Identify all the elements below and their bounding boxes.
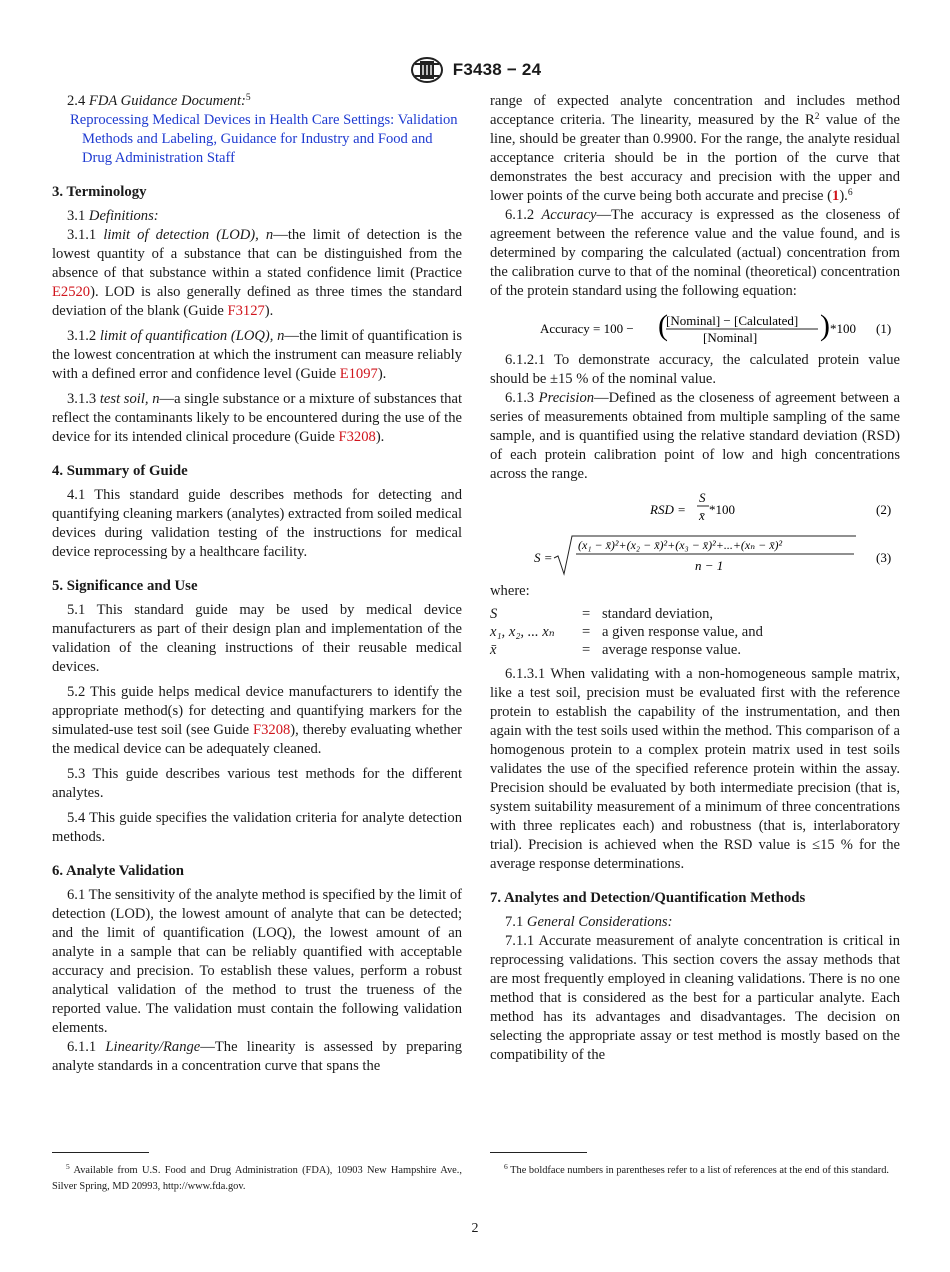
equation-3 [490,532,900,582]
section-3-1: 3.1 Definitions: [67,208,159,224]
section-6-1-3: 6.1.3 Precision—Defined as the closeness of agreement between a series of measurements obtained from multiple sampling of the same sample, and is quantified using the relative standard deviation (RSD) of each protein calibration point of low and high concentrations across the range. [490,390,900,482]
ref-e2520-link[interactable]: E2520 [52,284,91,300]
section-6-1-2: 6.1.2 Accuracy—The accuracy is expressed as the closeness of agreement between the reference value and the value found, and is determined by comparing the calculated (actual) concentration from the calibration curve to that of the nominal (theoretical) concentration of the protein standard using the following equation: [490,207,900,299]
equation-2-graphic [490,490,900,530]
section-6-1-1: 6.1.1 Linearity/Range—The linearity is assessed by preparing analyte standards in a concentration curve that spans the [52,1039,463,1074]
svg-text:(x₁ − x̄)²+(x₂ − x̄)²+(x₃ − x̄: (x₁ − x̄)²+(x₂ − x̄)²+(x₃ − x̄)²+...+(xₙ − x̄)² [578,538,783,552]
svg-text:(: ( [658,309,668,342]
heading-significance: 5. Significance and Use [52,578,198,594]
section-5-3: 5.3 This guide describes various test methods for the different analytes. [52,766,462,801]
section-5-4: 5.4 This guide specifies the validation criteria for analyte detection methods. [52,810,462,845]
svg-text:S =: S = [534,550,553,565]
definition-row: x̄ = average response value. [490,642,741,658]
section-3-1-3: 3.1.3 test soil, n—a single substance or a mixture of substances that reflect the contaminants likely to be encountered during the use of the device for its intended clinical procedure (Guide F3208). [52,391,462,445]
footnote-6: $^6$ The boldface numbers in parentheses refer to a list of references at the end of this standard. [504,1162,889,1176]
svg-text:(3): (3) [876,550,892,565]
footnote-rule-right [490,1152,587,1153]
section-7-1: 7.1 General Considerations: [505,914,673,930]
heading-summary: 4. Summary of Guide [52,463,188,479]
right-column [490,92,900,1065]
svg-text:*100: *100 [830,321,856,336]
left-column [52,92,462,1076]
page-header [0,57,950,83]
equation-1-graphic [490,305,900,351]
section-3-1-1: 3.1.1 limit of detection (LOD), n—the limit of detection is the lowest quantity of a substance that can be distinguished from the absence of that substance within a stated confidence limit (Practice E2520). LOD is also generally defined as three times the standard deviation of the blank (Guide F3127). [52,227,462,319]
section-4-1: 4.1 This standard guide describes methods for detecting and quantifying cleaning markers (analytes) extracted from soiled medical devices during validation testing of the instructions for medical device reprocessing by a healthcare facility. [52,487,462,560]
section-6-1-3-1: 6.1.3.1 When validating with a non-homogeneous sample matrix, like a test soil, precision must be evaluated first with the reference protein to establish the capability of the instrumentation, and then again with the test soils used within the method. This comparison of a homogenous protein to a complex protein matrix used in test soils validates the use of the specified reference protein within the assay. Precision should be evaluated by both intermediate precision (that is, system suitability measurement of a minimum of three concentrations with three replicates each) and robustness (that is, interlaboratory trial). Precision is achieved when the RSD value is ≤15 % for the average response determinations. [490,666,900,872]
svg-text:[Nominal] − [Calculated]: [Nominal] − [Calculated] [666,313,799,328]
footnote-5: $^5$ Available from U.S. Food and Drug Administration (FDA), 10903 New Hampshire Ave., Silver Spring, MD 20993, http://www.fda.gov. [52,1162,462,1192]
fda-guidance-link[interactable]: Reprocessing Medical Devices in Health Care Settings: Validation Methods and Labeling, Guidance for Industry and Food and Drug Administration Staff [70,112,458,166]
ref-f3208-link[interactable]: F3208 [338,429,376,445]
heading-analyte-validation: 6. Analyte Validation [52,863,184,879]
equation-1 [490,305,900,351]
section-5-1: 5.1 This standard guide may be used by medical device manufacturers as part of their design plan and implementation of the validation of the cleaning instructions of their reusable medical devices. [52,602,462,675]
section-6-1-2-1: 6.1.2.1 To demonstrate accuracy, the calculated protein value should be ±15 % of the nominal value. [490,352,900,387]
standard-designation: F3438 − 24 [452,60,542,79]
equation-2 [490,490,900,530]
astm-logo [409,57,445,83]
page-number: 2 [471,1221,479,1236]
definition-row: S = standard deviation, [490,606,714,622]
svg-text:n − 1: n − 1 [695,558,724,573]
svg-text:x̄: x̄ [699,508,705,523]
heading-terminology: 3. Terminology [52,184,147,200]
section-2-4: 2.4 FDA Guidance Document:$^5$ [67,93,251,109]
equation-3-graphic [490,532,900,582]
ref-f3127-link[interactable]: F3127 [227,303,265,319]
footnote-rule-left [52,1152,149,1153]
svg-text:): ) [820,309,830,342]
svg-text:[Nominal]: [Nominal] [703,330,758,345]
definition-row: x₁, x₂, ... xₙ = a given response value, and [490,624,763,640]
variable-definitions [490,605,900,659]
section-6-1-1-cont: range of expected analyte concentration and includes method acceptance criteria. The linearity, measured by the $R^2$ value of the line, should be greater than 0.9900. For the range, the analyte residual acceptance criteria should be in the portion of the curve that demonstrates the best accuracy and precision with the upper and lower points of the curve being both accurate and precise (1).$^6$ [490,93,900,204]
svg-text:S: S [699,490,706,505]
section-6-1: 6.1 The sensitivity of the analyte method is specified by the limit of detection (LOD), the lowest amount of analyte that can be detected; and the limit of quantification (LOQ), the lowest amount of an analyte in a sample that can be reliably quantified with acceptable accuracy and precision. To establish these values, perform a robust analytical validation of the method to trust the trueness of the reported value. The validation must contain the following validation elements. [52,887,462,1036]
svg-text:RSD =: RSD = [650,502,686,517]
svg-text:(1): (1) [876,321,892,336]
section-3-1-2: 3.1.2 limit of quantification (LOQ), n—the limit of quantification is the lowest concentration at which the instrument can measure reliably with a defined error and confidence level (Guide E1097). [52,328,462,382]
section-7-1-1: 7.1.1 Accurate measurement of analyte concentration is critical in reprocessing validations. This section covers the assay methods that are most frequently employed in cleaning validations. There is no one method that is considered as the best for a particular analyte. Each method has its advantages and disadvantages. The decision on selecting the appropriate assay or test method is mostly based on the compatibility of the [490,933,900,1063]
svg-text:Accuracy = 100 −: Accuracy = 100 − [540,321,634,336]
section-5-2: 5.2 This guide helps medical device manufacturers to identify the appropriate method(s) for detecting and quantifying markers for the simulated-use test soil (see Guide F3208), thereby evaluating whether the medical device can be adequately cleaned. [52,684,462,757]
heading-analytes-methods: 7. Analytes and Detection/Quantification Methods [490,890,806,906]
ref-f3208-link-2[interactable]: F3208 [252,722,291,738]
ref-1-link[interactable]: 1 [832,188,840,204]
ref-e1097-link[interactable]: E1097 [339,366,378,382]
svg-text:(2): (2) [876,502,892,517]
svg-text:*100: *100 [709,502,735,517]
where-label: where: [490,583,530,599]
